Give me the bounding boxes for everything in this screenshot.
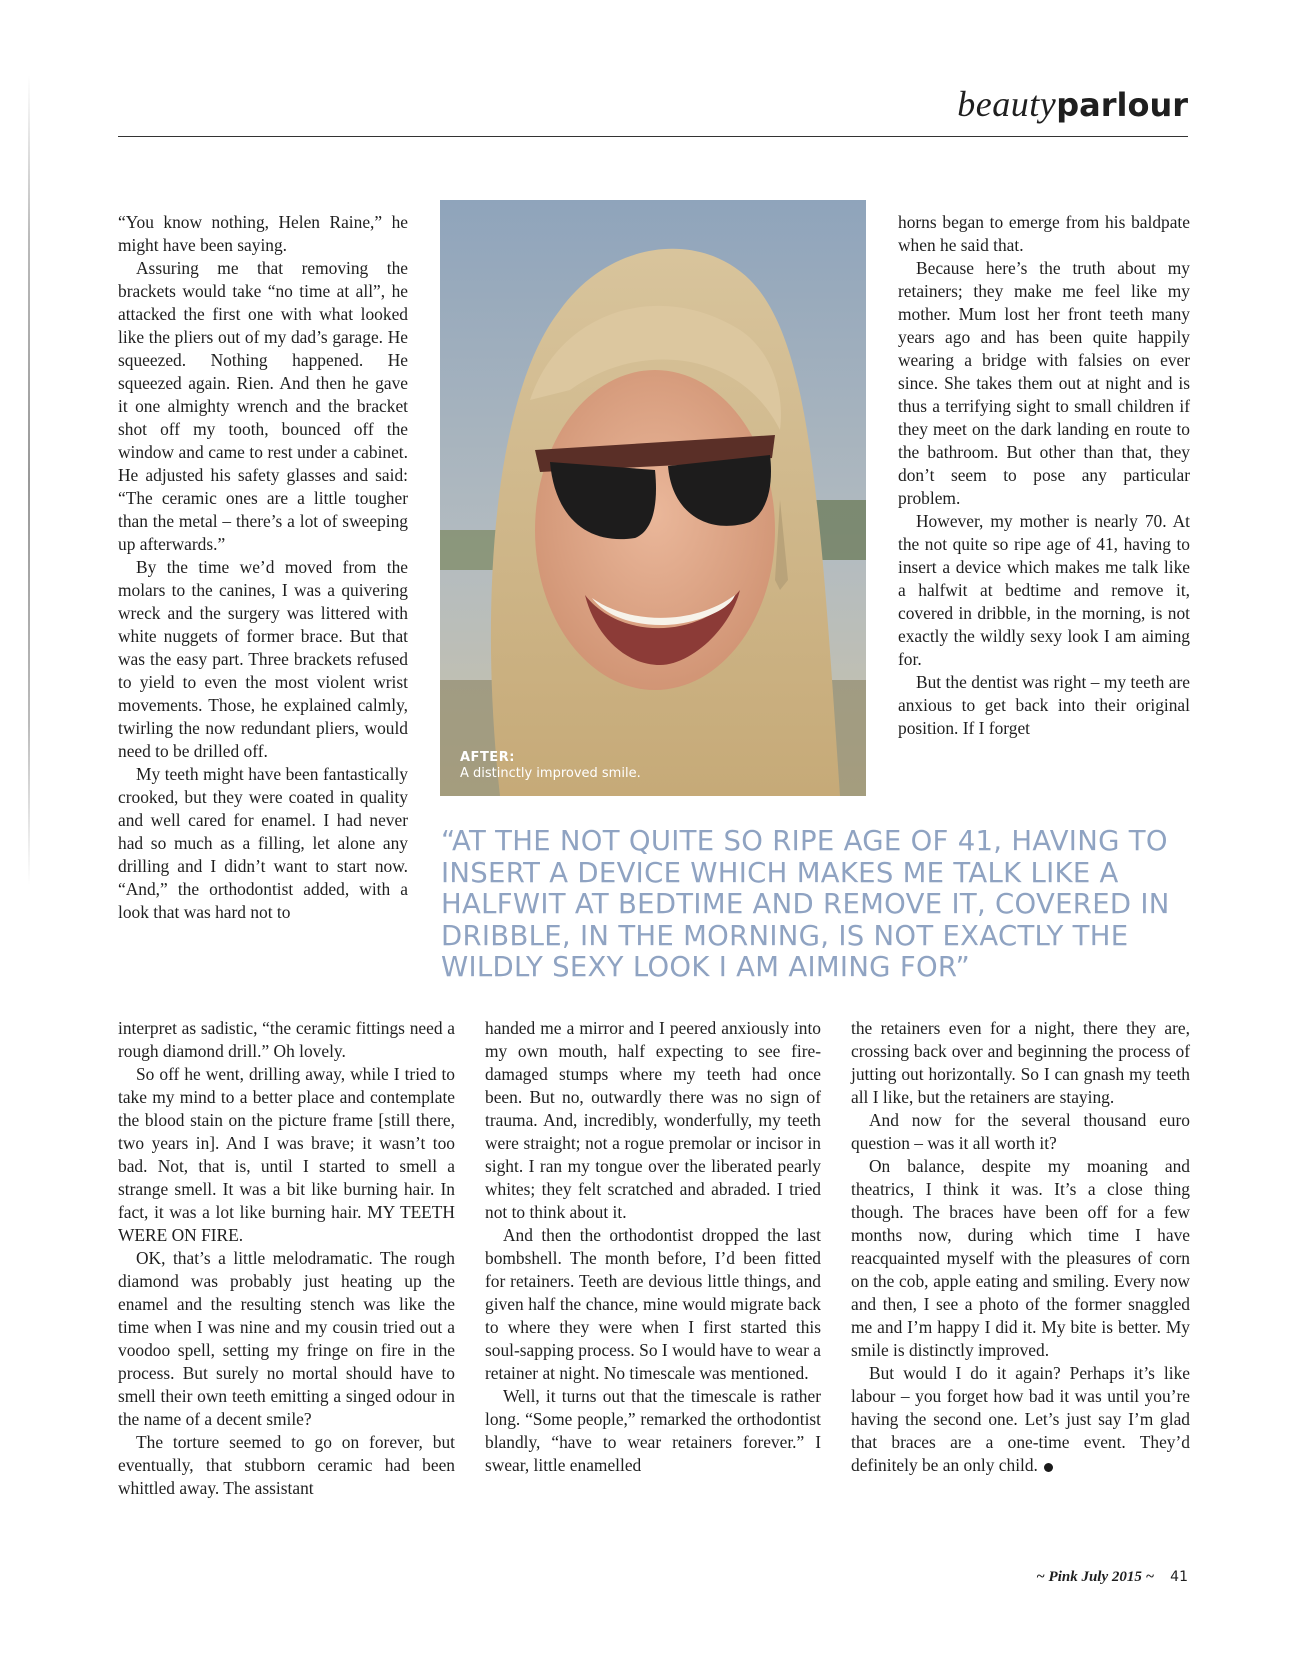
paragraph: handed me a mirror and I peered anxiously into my own mouth, half expecting to see fire-damaged stumps where my teeth had once been. But no, outwardly there was no sign of trauma. And, incredibly, wonderfully, my teeth were straight; not a rogue premolar or incisor in sight. I ran my tongue over the liberated pearly whites; they felt scratched and abraded. I tried not to think about it. [485, 1018, 821, 1222]
pull-quote: “AT THE NOT QUITE SO RIPE AGE OF 41, HAVING TO INSERT A DEVICE WHICH MAKES ME TALK LIKE A HALFWIT AT BEDTIME AND REMOVE IT, COVERED IN DRIBBLE, IN THE MORNING, IS NOT EXACTLY THE WILDLY SEXY LOOK I AM AIMING FOR” [441, 825, 1170, 983]
column-1-bottom [118, 1017, 455, 1500]
paragraph: the retainers even for a night, there they are, crossing back over and beginning the process of jutting out horizontally. So I can gnash my teeth all I like, but the retainers are staying. [851, 1018, 1190, 1107]
caption-text: A distinctly improved smile. [460, 766, 641, 781]
section-title-bold: parlour [1056, 86, 1188, 124]
column-3-top [898, 211, 1190, 740]
caption-title: AFTER: [460, 750, 515, 765]
page-footer [1036, 1567, 1188, 1587]
paragraph: Well, it turns out that the timescale is rather long. “Some people,” remarked the orthodontist blandly, “have to wear retainers forever.” I swear, little enamelled [485, 1386, 821, 1475]
paragraph: interpret as sadistic, “the ceramic fittings need a rough diamond drill.” Oh lovely. [118, 1018, 455, 1061]
margin-mark [28, 75, 30, 885]
paragraph: By the time we’d moved from the molars to the canines, I was a quivering wreck and the surgery was littered with white nuggets of former brace. But that was the easy part. Three brackets refused to yield to even the most violent wrist movements. Those, he explained calmly, twirling the now redundant pliers, would need to be drilled off. [118, 557, 408, 761]
magazine-issue: ~ Pink July 2015 ~ [1036, 1569, 1155, 1585]
section-title-italic: beauty [957, 84, 1057, 124]
paragraph: Assuring me that removing the brackets would take “no time at all”, he attacked the first one with what looked like the pliers out of my dad’s garage. He squeezed. Nothing happened. He squeezed again. Rien. And then he gave it one almighty wrench and the bracket shot off my tooth, bounced off the window and came to rest under a cabinet. He adjusted his safety glasses and said: “The ceramic ones are a little tougher than the metal – there’s a lot of sweeping up afterwards.” [118, 258, 408, 554]
author-photo [440, 200, 866, 796]
section-header [118, 82, 1188, 127]
paragraph: But the dentist was right – my teeth are anxious to get back into their original position. If I forget [898, 672, 1190, 738]
photo-illustration [440, 200, 866, 796]
paragraph: And then the orthodontist dropped the last bombshell. The month before, I’d been fitted for retainers. Teeth are devious little things, and given half the chance, mine would migrate back to where they were when I first started this soul-sapping process. So I would have to wear a retainer at night. No timescale was mentioned. [485, 1225, 821, 1383]
paragraph: On balance, despite my moaning and theatrics, I think it was. It’s a close thing though. The braces have been off for a few months now, during which time I have reacquainted myself with the pleasures of corn on the cob, apple eating and smiling. Every now and then, I see a photo of the former snaggled me and I’m happy I did it. My bite is better. My smile is distinctly improved. [851, 1156, 1190, 1360]
paragraph-text: But would I do it again? Perhaps it’s like labour – you forget how bad it was until you’re having the second one. Let’s just say I’m glad that braces are a one-time event. They’d definitely be an only child. [851, 1363, 1190, 1475]
header-rule [118, 136, 1188, 137]
paragraph: horns began to emerge from his baldpate when he said that. [898, 212, 1190, 255]
paragraph: So off he went, drilling away, while I tried to take my mind to a better place and contemplate the blood stain on the picture frame [still there, two years in]. And I was brave; it wasn’t too bad. Not, that is, until I started to smell a strange smell. It was a bit like burning hair. In fact, it was a lot like burning hair. MY TEETH WERE ON FIRE. [118, 1064, 455, 1245]
paragraph-last [851, 1362, 1190, 1477]
paragraph: However, my mother is nearly 70. At the not quite so ripe age of 41, having to insert a device which makes me talk like a halfwit at bedtime and remove it, covered in dribble, in the morning, is not exactly the wildly sexy look I am aiming for. [898, 511, 1190, 669]
photo-caption [460, 750, 641, 782]
paragraph: And now for the several thousand euro question – was it all worth it? [851, 1110, 1190, 1153]
page-number: 41 [1170, 1569, 1188, 1585]
paragraph: “You know nothing, Helen Raine,” he might have been saying. [118, 212, 408, 255]
paragraph: My teeth might have been fantastically crooked, but they were coated in quality and well cared for enamel. I had never had so much as a filling, let alone any drilling and I didn’t want to start now. “And,” the orthodontist added, with a look that was hard not to [118, 764, 408, 922]
paragraph: OK, that’s a little melodramatic. The rough diamond was probably just heating up the enamel and the resulting stench was like the time when I was nine and my cousin tried out a voodoo spell, setting my fringe on fire in the process. But surely no mortal should have to smell their own teeth emitting a singed odour in the name of a decent smile? [118, 1248, 455, 1429]
column-1-top [118, 211, 408, 924]
end-mark-icon [1044, 1463, 1053, 1472]
column-3-bottom [851, 1017, 1190, 1477]
column-2 [485, 1017, 821, 1477]
paragraph: Because here’s the truth about my retainers; they make me feel like my mother. Mum lost her front teeth many years ago and has been quite happily wearing a bridge with falsies on ever since. She takes them out at night and is thus a terrifying sight to small children if they meet on the dark landing en route to the bathroom. But other than that, they don’t seem to pose any particular problem. [898, 258, 1190, 508]
paragraph: The torture seemed to go on forever, but eventually, that stubborn ceramic had been whittled away. The assistant [118, 1432, 455, 1498]
